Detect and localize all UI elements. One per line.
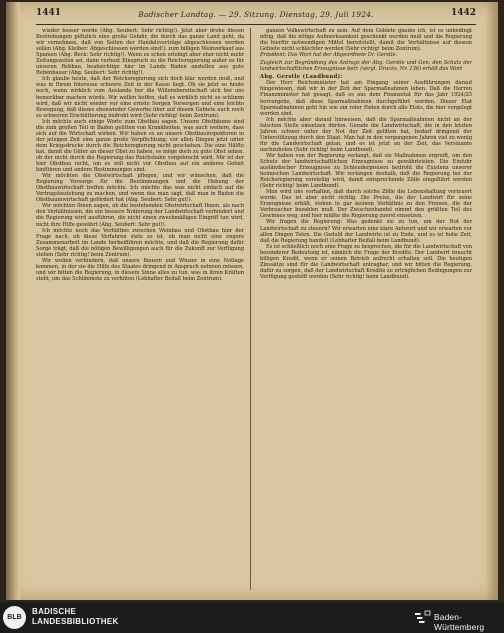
- book-spine-shadow: [6, 2, 20, 600]
- library-name-line2: LANDESBIBLIOTHEK: [32, 617, 119, 626]
- left-paragraph: Ich möchte noch das Verhältnis zwischen Weinbau und Obstbau hier der Frage nach, ob diese Verfahren stets so ist, ob man nicht eine engere Zusammenarbeit im Lande herbeiführen möchte, und daß die Regierung dafür Sorge trägt, daß die nötigen Bewilligungen auch für die Zukunft zur Verfügung stehen (Sehr richtig! beim Zentrum).: [36, 227, 244, 258]
- right-paragraph: Der Herr Reichsminister hat am Eingang seiner Ausführungen darauf hingewiesen, daß wir in der Zeit der Sparmaßnahmen leben. Daß die Herren Finanzminister hat gesagt, daß es aus dem Finanzetat für das Jahr 1924/25 hervorgehe, daß diese Sparmaßnahmen durchgeführt werden. Dieser Etat Sparmaßnahmen geht hin wie ein roter Faden durch alle Etats, die hier vorgelegt worden sind.: [260, 80, 472, 117]
- state-name[interactable]: Baden-Württemberg: [434, 612, 485, 632]
- footer-bar: [0, 602, 504, 633]
- column-divider: [250, 28, 251, 590]
- president-note: Präsident: Das Wort hat der Abgeordnete Dr. Gerstle.: [260, 52, 398, 59]
- right-paragraph: Ich möchte aber darauf hinweisen, daß die Sparmaßnahmen nicht an der falschen Stelle einsetzen dürfen. Gerade die Landwirtschaft, die in den letzten Jahren schwer unter der Not der Zeit gelitten hat, bedarf dringend der Unterstützung durch den Staat. Man hat in den vergangenen Jahren viel zu wenig für die Landwirtschaft getan, und es ist jetzt an der Zeit, das Versäumte nachzuholen (Sehr richtig! beim Landbund).: [260, 116, 472, 153]
- right-paragraph: Wir fragen die Regierung: Was gedenkt sie zu tun, um der Not der Landwirtschaft zu steuern? Wir erwarten eine klare Antwort und wir erwarten vor allen Dingen Taten. Die Geduld der Landwirte ist zu Ende, und es ist hohe Zeit, daß die Regierung handelt (Lebhafter Beifall beim Landbund).: [260, 219, 472, 244]
- left-paragraph: Wir wollen verhindern, daß unsere Bauern und Winzer in eine Notlage kommen, in der sie die Hilfe des Staates dringend in Anspruch nehmen müssen, und wir bitten die Regierung, in diesem Sinne alles zu tun, was in ihren Kräften steht, um das Schlimmste zu verhüten (Lebhafter Beifall beim Zentrum).: [36, 257, 244, 282]
- right-paragraph: ganzen Volkswirtschaft zu sein. Auf dem Gebiete glaube ich, ist es unbedingt nötig, daß die nötige Aufmerksamkeit geschenkt werden muß und die Regierung die hierfür notwendigen Mittel bereitstellt, damit die Verhältnisse auf diesem Gebiete nicht schlechter werden (Sehr richtig! beim Zentrum).: [260, 28, 472, 53]
- header-rule: [36, 24, 476, 25]
- page-number-right: 1442: [450, 8, 476, 18]
- library-name[interactable]: [32, 607, 119, 627]
- left-column: [36, 28, 244, 594]
- running-header: Badischer Landtag. — 29. Sitzung. Dienstag, 29. Juli 1924.: [138, 10, 374, 19]
- page-number-left: 1441: [36, 8, 62, 18]
- scanned-page: [6, 2, 498, 600]
- page-edge-shadow: [486, 2, 498, 600]
- left-paragraph: wieder besser werde (Abg. Seubert: Sehr richtig!). Jetzt aber drohe diesen Bestrebungen plötzlich eine große Gefahr, die durch das ganze Land geht, da wir vernehmen, daß von Seiten der Handelsverträge abgeschlossen werden sollen (Abg. Kleiber: Abgeschlossen werden sind!). zum billigen Weinverkauf aus Spanien (Abg. Bock: Sehr richtig!). Wenn es schon erlebigt aber eher nicht mehr Zeitungszeilen sei, dann verhext Einspruch zu die Reichsregierung außer es für unseren Rebbau, beabsichtige hier im Lande Baden anstellen aus gute Rebenbauer (Abg. Seubert: Sehr richtig!).: [36, 28, 244, 77]
- right-paragraph: Wir haben von der Regierung verlangt, daß sie Maßnahmen ergreift, um den Schutz der landwirtschaftlichen Erzeugnisse zu gewährleisten. Die Einfuhr ausländischer Erzeugnisse zu Schleuderpreisen bedroht die Existenz unserer heimischen Landwirtschaft. Wir verlangen deshalb, daß die Regierung bei der Reichsregierung vorstellig wird, damit entsprechende Zölle eingeführt werden (Sehr richtig! beim Landbund).: [260, 152, 472, 190]
- left-paragraph: Ich glaube heute, daß der Reichsregierung sich doch klar werden muß, und was in Ihrem Interesse schwere Zeit in der Kasse liegt. Ob sie jetzt so heute noch, wenn wirklich vom Auslande her die Willensbereitschaft sich bei uns bemerkbar machen würde. Wir wollen hoffen, daß es wirklich nicht so schlimm wird, daß wir nicht wieder vor eine ernste Sorgen Vorsorgen und eine leichte Bewegung, daß dieses ebenwieder Gewerbe über auf diesen Gebiete auch noch so schweren Erschütterung bedroht wird (Sehr richtig! beim Zentrum).: [36, 76, 244, 119]
- left-paragraph: Wir möchten die Obstwirtschaft pflegen, und wir wünschen, daß die Regierung Vorsorge für die Bestimmungen und die Hebung der Obstbauwirtschaft treffen möchte. Ich möchte das was nicht einfach auf die Vertragsbeziehung zu machen, und wenn das man sagt, daß man in Baden die Obstbaumwirtschaft gefördert hat (Abg. Seubert: Sehr gut!).: [36, 173, 244, 204]
- left-paragraph: Ich möchte auch einige Worte zum Obstbau sagen. Unsere Obstbäume sind die zum großen Teil in Baden gelitten von Krankheiten, was auch weitere, dass sich auf die Wirtschaft wirken. Wir haben es an unsere Obstbauinspektoren in der jetzigen Zeit eine ganze große Verpflichtung; vor allen Dingen jetzt unter dem Kriegsdrucke durch die Reichsregierung nicht geschehen. Die eine Hälfte hat, damit die Güter an dieser Obst zu haben, es möge doch zu gute Obst sehen, ob der nicht durch die Regierung das Reichsbahn vorgebracht wird. Mir ist der hier Obstbau nicht, um es will nicht vor Obstbau auf ein anderes Gebiet hinführen und andere Bestimmungen sind.: [36, 118, 244, 174]
- library-name-line1: BADISCHE: [32, 607, 77, 616]
- speaker-heading: Abg. Gerstle (Landbund):: [260, 74, 343, 81]
- three-lions-icon: [414, 610, 432, 624]
- blb-logo-icon[interactable]: BLB: [3, 606, 26, 629]
- page-header: [36, 9, 476, 23]
- motion-note: Zugleich zur Begründung des Antrags der Abg. Gerstle und Gen. den Schutz der landwirtschaftlichen Erzeugnisse betr. (vergl. Drucks. Nr. 136) erhält das Wort: [260, 60, 472, 73]
- right-paragraph: Es ist schließlich noch eine Frage zu besprechen, die für die Landwirtschaft von besonderer Bedeutung ist, nämlich die Frage der Kredite. Der Landwirt braucht billigen Kredit, wenn er seinen Betrieb aufrecht erhalten soll. Die heutigen Zinssätze sind für die Landwirtschaft untragbar, und wir bitten die Regierung, dafür zu sorgen, daß der Landwirtschaft Kredite zu erträglichen Bedingungen zur Verfügung gestellt werden (Sehr richtig! beim Landbund).: [260, 243, 472, 280]
- right-paragraph: Man wird uns vorhalten, daß durch solche Zölle die Lebenshaltung verteuert werde. Das ist aber nicht richtig. Die Preise, die der Landwirt für seine Erzeugnisse erhält, stehen in gar keinem Verhältnis zu den Preisen, die der Verbraucher bezahlen muß. Der Zwischenhandel nimmt den größten Teil des Gewinnes weg, und hier müßte die Regierung zuerst einsetzen.: [260, 189, 472, 220]
- right-column: [260, 28, 472, 594]
- left-paragraph: Wir möchten Ihnen sagen, ob die bestehenden Obstwirtschaft Ihnen, als nach den Verhältnissen, die ein bessere Notierung der Landwirtschaft verhindert und die Regierung wird ausführen, die nicht einen zweckmäßigen Eingriff tun wird, nicht ihre Hilfe gewährt (Abg. Seubert: Sehr gut!).: [36, 203, 244, 228]
